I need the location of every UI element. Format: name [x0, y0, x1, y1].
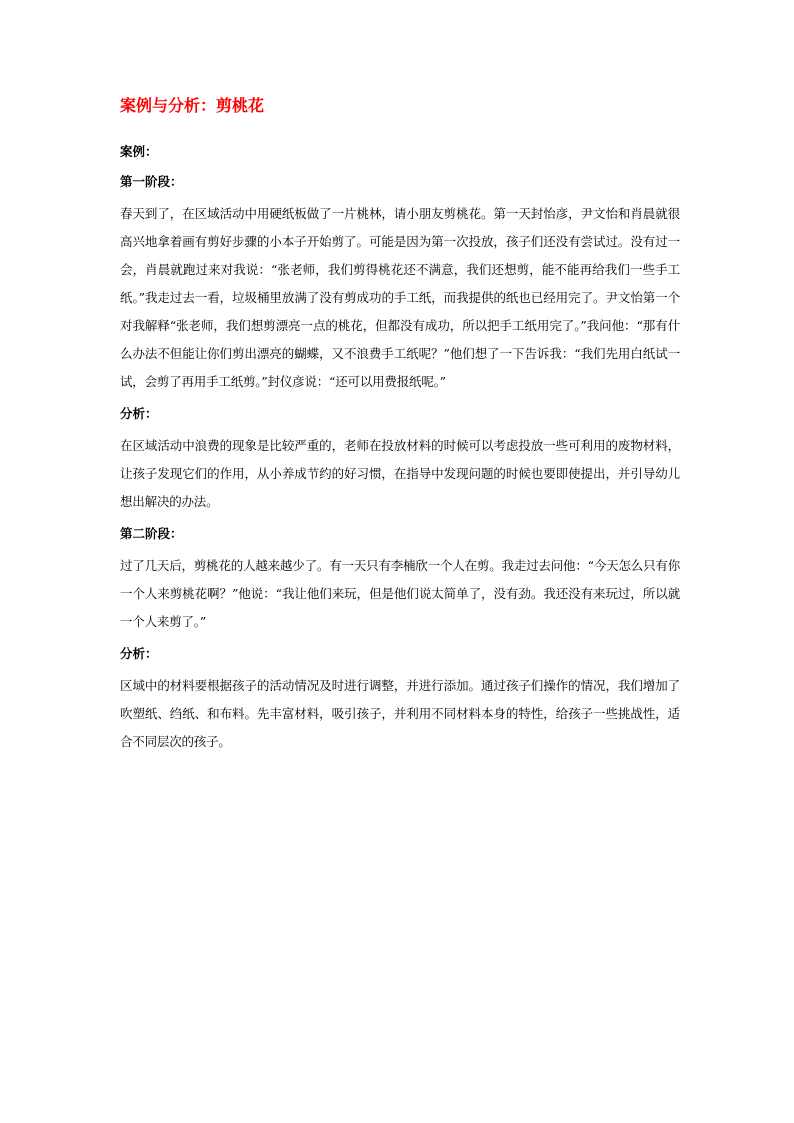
document-title: 案例与分析：剪桃花	[120, 96, 265, 115]
stage2-paragraph: 过了几天后，剪桃花的人越来越少了。有一天只有李楠欣一个人在剪。我走过去问他：“今天怎么只有你一个人来剪桃花啊？”他说：“我让他们来玩，但是他们说太简单了，没有劲。我还没有来玩过，所以就一个人来剪了。”	[120, 558, 680, 629]
analysis2-heading: 分析：	[120, 646, 158, 661]
analysis1-heading: 分析：	[120, 406, 158, 421]
stage2-heading: 第二阶段：	[120, 526, 183, 541]
document-body	[120, 140, 680, 762]
case-heading: 案例：	[120, 144, 158, 159]
analysis1-paragraph: 在区域活动中浪费的现象是比较严重的，老师在投放材料的时候可以考虑投放一些可利用的废物材料，让孩子发现它们的作用，从小养成节约的好习惯，在指导中发现问题的时候也要即使提出，并引导幼儿想出解决的办法。	[120, 438, 680, 509]
analysis2-paragraph: 区域中的材料要根据孩子的活动情况及时进行调整，并进行添加。通过孩子们操作的情况，我们增加了吹塑纸、绉纸、和布料。先丰富材料，吸引孩子，并利用不同材料本身的特性，给孩子一些挑战性，适合不同层次的孩子。	[120, 678, 680, 749]
stage1-paragraph: 春天到了，在区域活动中用硬纸板做了一片桃林，请小朋友剪桃花。第一天封怡彦，尹文怡和肖晨就很高兴地拿着画有剪好步骤的小本子开始剪了。可能是因为第一次投放，孩子们还没有尝试过。没有过一会，肖晨就跑过来对我说：“张老师，我们剪得桃花还不满意，我们还想剪，能不能再给我们一些手工纸。”我走过去一看，垃圾桶里放满了没有剪成功的手工纸，而我提供的纸也已经用完了。尹文怡第一个对我解释“张老师，我们想剪漂亮一点的桃花，但都没有成功，所以把手工纸用完了。”我问他：“那有什么办法不但能让你们剪出漂亮的蝴蝶，又不浪费手工纸呢？”他们想了一下告诉我：“我们先用白纸试一试，会剪了再用手工纸剪。”封仪彦说：“还可以用费报纸呢。”	[120, 206, 680, 389]
stage1-heading: 第一阶段：	[120, 174, 183, 189]
